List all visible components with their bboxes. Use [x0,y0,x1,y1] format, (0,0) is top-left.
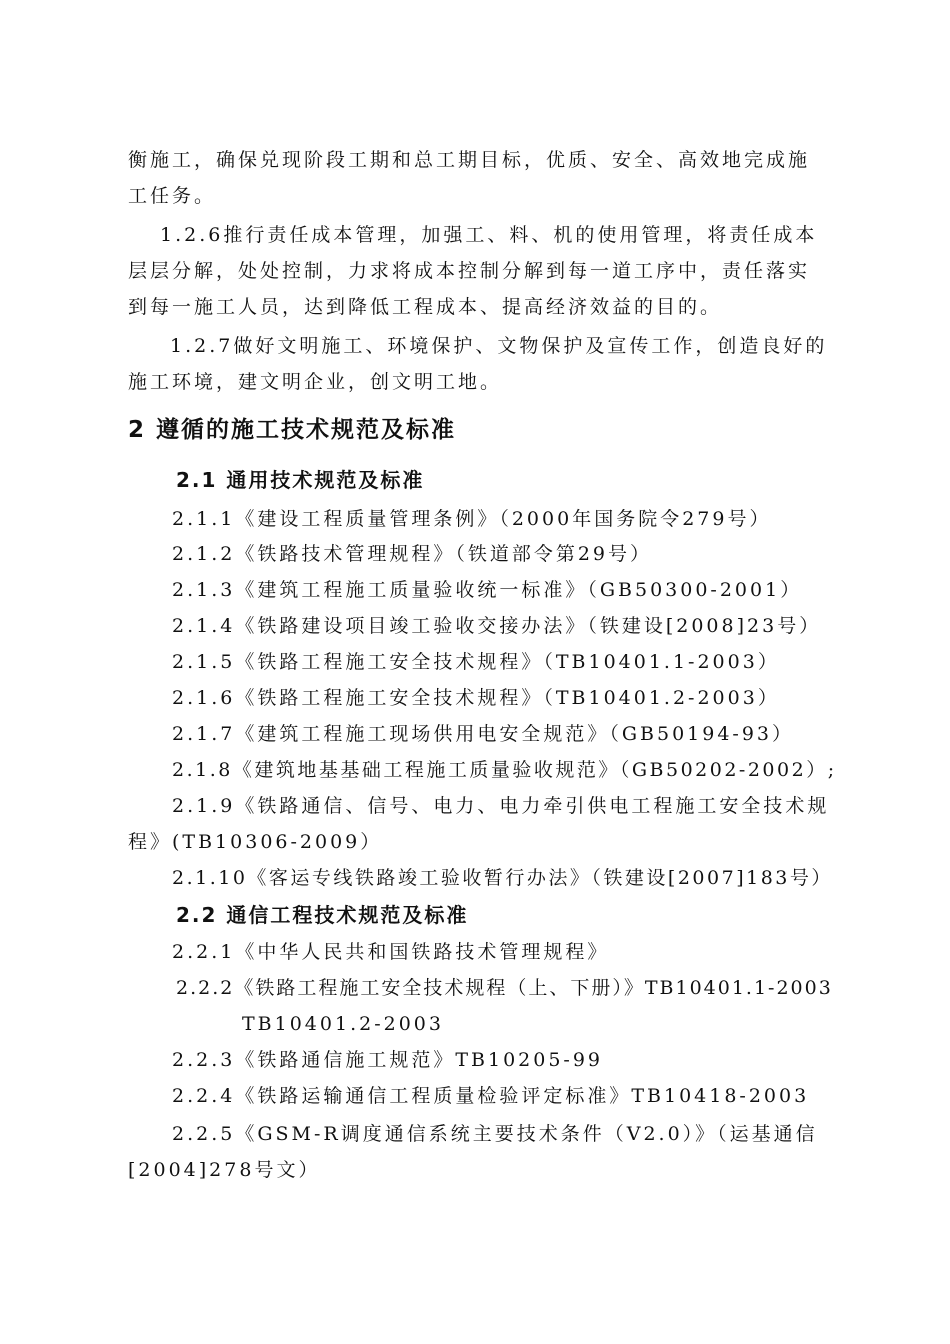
subsection-heading: 2.2 通信工程技术规范及标准 [176,903,469,927]
standard-item: 2.2.2《铁路工程施工安全技术规程（上、下册）》TB10401.1-2003 [176,977,833,999]
standard-item: 2.2.3《铁路通信施工规范》TB10205-99 [172,1049,604,1071]
subsection-heading: 2.1 通用技术规范及标准 [176,468,425,492]
paragraph-line: 层层分解，处处控制，力求将成本控制分解到每一道工序中，责任落实 [128,260,811,282]
paragraph-line: 1.2.7做好文明施工、环境保护、文物保护及宣传工作，创造良好的 [170,335,828,357]
standard-item: 2.1.10《客运专线铁路竣工验收暂行办法》（铁建设[2007]183号） [172,867,833,889]
paragraph-line: 施工环境，建文明企业，创文明工地。 [128,371,503,393]
standard-item: 2.1.1《建设工程质量管理条例》（2000年国务院令279号） [172,508,772,530]
standard-item: 2.1.4《铁路建设项目竣工验收交接办法》（铁建设[2008]23号） [172,615,822,637]
section-heading: 2 遵循的施工技术规范及标准 [128,417,457,443]
standard-item: 2.1.5《铁路工程施工安全技术规程》（TB10401.1-2003） [172,651,780,673]
standard-item: TB10401.2-2003 [242,1013,444,1035]
paragraph-line: 工任务。 [128,185,217,207]
standard-item: [2004]278号文） [128,1159,321,1181]
standard-item: 2.1.7《建筑工程施工现场供用电安全规范》（GB50194-93） [172,723,795,745]
paragraph-line: 1.2.6推行责任成本管理，加强工、料、机的使用管理，将责任成本 [160,224,818,246]
paragraph-line: 衡施工，确保兑现阶段工期和总工期目标，优质、安全、高效地完成施 [128,149,811,171]
standard-item: 2.1.2《铁路技术管理规程》（铁道部令第29号） [172,543,653,565]
standard-item: 2.2.4《铁路运输通信工程质量检验评定标准》TB10418-2003 [172,1085,810,1107]
standard-item: 2.2.5《GSM-R调度通信系统主要技术条件（V2.0）》（运基通信 [172,1123,818,1145]
standard-item: 2.1.3《建筑工程施工质量验收统一标准》（GB50300-2001） [172,579,803,601]
standard-item: 2.1.9《铁路通信、信号、电力、电力牵引供电工程施工安全技术规 [172,795,830,817]
standard-item: 2.1.8《建筑地基基础工程施工质量验收规范》（GB50202-2002）; [172,759,837,781]
standard-item: 2.2.1《中华人民共和国铁路技术管理规程》 [172,941,610,963]
standard-item: 2.1.6《铁路工程施工安全技术规程》（TB10401.2-2003） [172,687,780,709]
standard-item: 程》(TB10306-2009） [128,831,383,853]
paragraph-line: 到每一施工人员，达到降低工程成本、提高经济效益的目的。 [128,296,723,318]
